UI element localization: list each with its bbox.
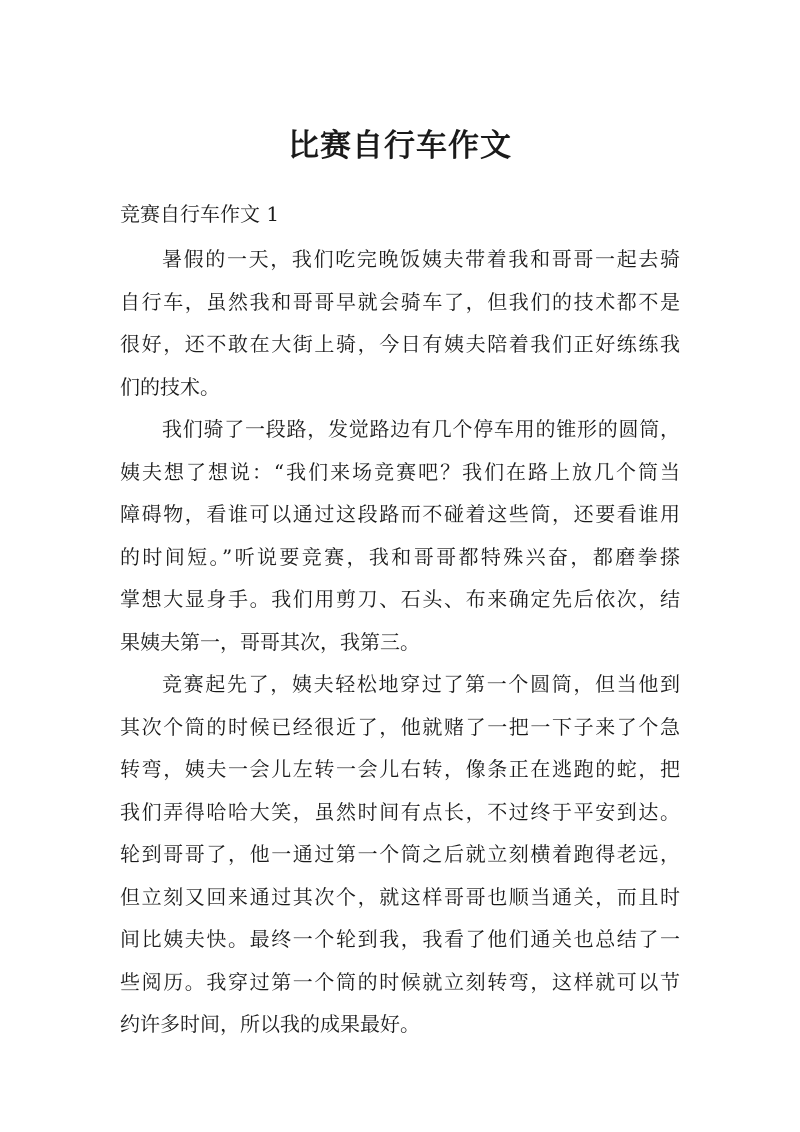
- text-line: 竞赛起先了，姨夫轻松地穿过了第一个圆筒，但当他到: [162, 672, 680, 696]
- text-line: 其次个筒的时候已经很近了，他就赌了一把一下子来了个急: [120, 714, 680, 739]
- text-line: 暑假的一天，我们吃完晚饭姨夫带着我和哥哥一起去骑: [162, 247, 680, 271]
- text-line: 我们骑了一段路，发觉路边有几个停车用的锥形的圆筒，: [162, 417, 680, 441]
- text-line: 自行车，虽然我和哥哥早就会骑车了，但我们的技术都不是: [120, 289, 680, 314]
- text-line: 我们弄得哈哈大笑，虽然时间有点长，不过终于平安到达。: [120, 799, 680, 824]
- text-line: 姨夫想了想说：“我们来场竞赛吧？我们在路上放几个筒当: [120, 459, 680, 484]
- text-line: 果姨夫第一，哥哥其次，我第三。: [120, 629, 420, 654]
- text-line: 轮到哥哥了，他一通过第一个筒之后就立刻横着跑得老远，: [120, 842, 680, 866]
- text-line: 些阅历。我穿过第一个筒的时候就立刻转弯，这样就可以节: [120, 969, 680, 994]
- text-line: 约许多时间，所以我的成果最好。: [120, 1012, 420, 1036]
- text-line: 但立刻又回来通过其次个，就这样哥哥也顺当通关，而且时: [120, 884, 680, 909]
- text-line: 障碍物，看谁可以通过这段路而不碰着这些筒，还要看谁用: [120, 502, 680, 526]
- text-line: 转弯，姨夫一会儿左转一会儿右转，像条正在逃跑的蛇，把: [120, 757, 680, 781]
- text-line: 掌想大显身手。我们用剪刀、石头、布来确定先后依次，结: [120, 587, 680, 611]
- text-line: 的时间短。”听说要竞赛，我和哥哥都特殊兴奋，都磨拳搽: [120, 544, 680, 569]
- section-heading: 竞赛自行车作文 1: [120, 202, 280, 226]
- page-title: 比赛自行车作文: [288, 128, 512, 164]
- essay-body: [120, 238, 680, 1046]
- text-line: 们的技术。: [120, 374, 220, 399]
- text-line: 很好，还不敢在大街上骑，今日有姨夫陪着我们正好练练我: [120, 332, 680, 356]
- text-line: 间比姨夫快。最终一个轮到我，我看了他们通关也总结了一: [120, 927, 680, 951]
